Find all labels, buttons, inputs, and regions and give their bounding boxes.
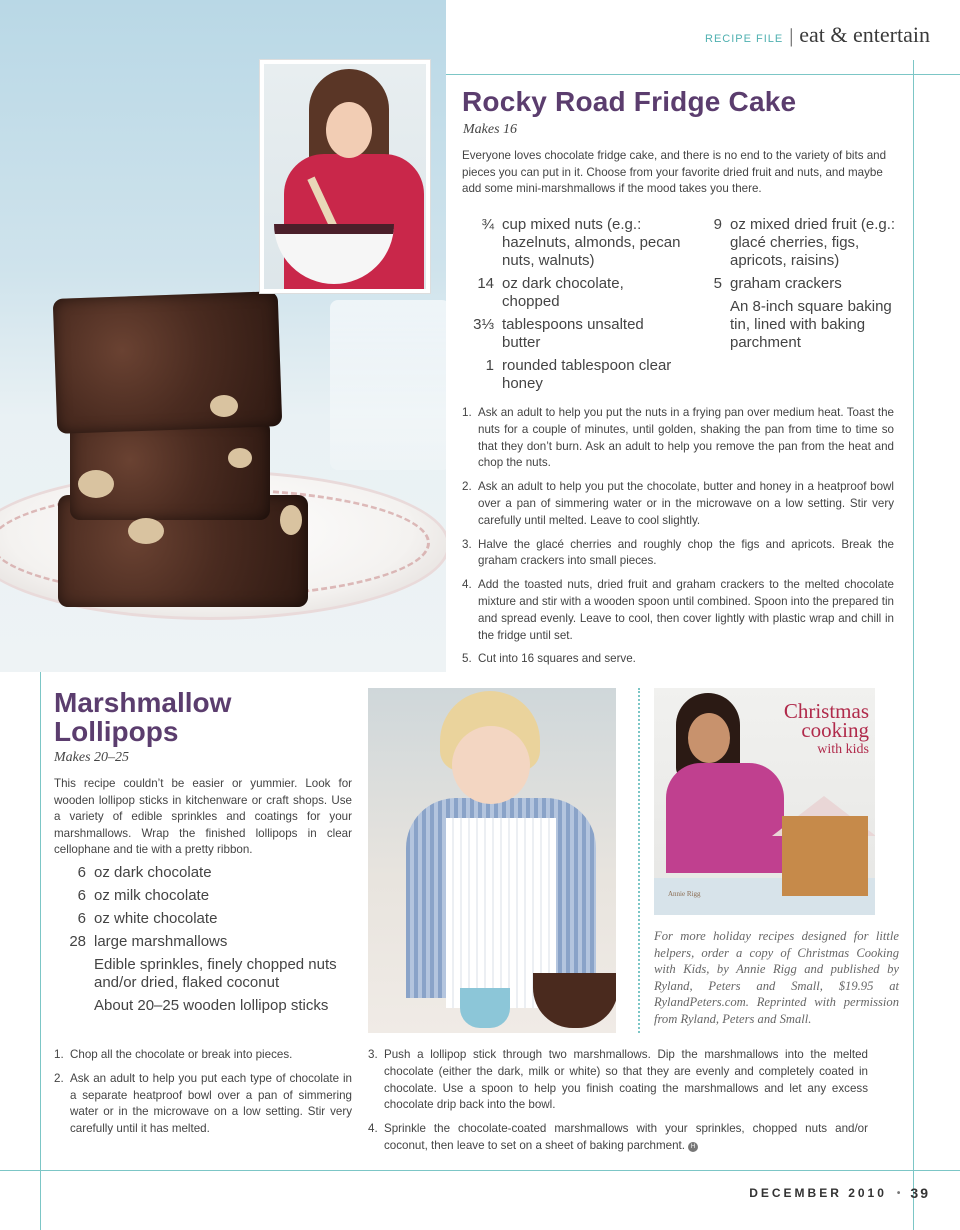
method-step: [54, 1071, 352, 1138]
section-title: eat & entertain: [799, 22, 930, 47]
ingredient-item: [54, 864, 354, 882]
ingredient-item: [462, 275, 682, 311]
book-title-line: with kids: [817, 742, 869, 757]
nut: [228, 448, 252, 468]
ingredient-item: [690, 298, 900, 352]
step-number: 4.: [462, 578, 472, 592]
ingredient-text: An 8-inch square baking tin, lined with baking parchment: [730, 298, 892, 351]
step-text: Ask an adult to help you put each type of chocolate in a separate heatproof bowl over a pan of simmering water or in the microwave on a low setting. Stir very carefully until it has melted.: [70, 1071, 352, 1136]
ingredient-item: [462, 316, 682, 352]
recipe-intro: Everyone loves chocolate fridge cake, and there is no end to the variety of bits and pieces you can put in it. Choose from your favorite dried fruit and nuts, and maybe add some mini-marshmallows if the mood takes you there.: [462, 149, 887, 195]
ingredient-qty: 1: [485, 357, 494, 374]
ingredient-qty: 28: [69, 933, 86, 950]
ingredient-text: tablespoons unsalted butter: [502, 316, 644, 351]
step-number: 3.: [368, 1048, 378, 1061]
ingredient-text: Edible sprinkles, finely chopped nuts and/or dried, flaked coconut: [94, 956, 337, 991]
boy-dipping-photo: [368, 688, 616, 1033]
ingredient-qty: 6: [77, 887, 86, 904]
step-text: Halve the glacé cherries and roughly chop the figs and apricots. Break the graham crackers into small pieces.: [478, 537, 894, 568]
nut: [280, 505, 302, 535]
step-number: 4.: [368, 1122, 378, 1136]
recipe-title: Marshmallow Lollipops: [54, 687, 232, 747]
section-label: RECIPE FILE: [705, 33, 784, 45]
ingredient-text: oz dark chocolate: [94, 864, 212, 881]
face: [688, 713, 730, 763]
nut: [78, 470, 114, 498]
method-step: [368, 1121, 868, 1155]
nut: [210, 395, 238, 417]
dotted-divider: [638, 688, 640, 1033]
step-number: 2.: [462, 480, 472, 494]
header-divider: |: [789, 25, 794, 47]
step-text: Add the toasted nuts, dried fruit and graham crackers to the melted chocolate mixture and stir with a wooden spoon until combined. Spoon into the prepared tin and spread evenly. Leave to cool, then cover lightly with plastic wrap and chill in the fridge until set.: [478, 578, 894, 642]
page-number: 39: [910, 1185, 930, 1201]
step-text: Push a lollipop stick through two marshmallows. Dip the marshmallows into the melted chocolate (either the dark, milk or white) so that they are evenly and completely coated in chocolate. Use a spoon to help you finish coating the marshmallows and let any excess chocolate drip back into the bowl.: [384, 1048, 868, 1112]
step-text: Cut into 16 squares and serve.: [478, 652, 636, 666]
gingerbread-house: [782, 816, 868, 896]
method-step: [462, 651, 894, 668]
recipe-yield: Makes 20–25: [54, 750, 130, 765]
method-steps-right: [368, 1047, 868, 1162]
book-title-line: cooking: [801, 718, 869, 742]
book-title: [739, 699, 869, 759]
face: [452, 726, 530, 804]
ingredients-list-right: [690, 216, 900, 357]
recipe-yield: Makes 16: [463, 122, 518, 137]
step-text: Ask an adult to help you put the chocolate, butter and honey in a heatproof bowl over a pan of simmering water or in the microwave on a low setting. Stir very carefully until melted. Leave to cool slightly.: [478, 480, 894, 527]
ingredient-qty: [54, 956, 94, 992]
right-guide-line: [913, 60, 914, 1230]
step-text: Chop all the chocolate or break into pieces.: [70, 1048, 293, 1061]
ingredient-text: graham crackers: [730, 275, 842, 292]
sweater: [666, 763, 784, 873]
recipe-intro: This recipe couldn’t be easier or yummier. Look for wooden lollipop sticks in kitchenware or craft shops. Use a variety of edible sprinkles and coatings for your marshmallows. Wrap the finished lollipops in clear cellophane and tie with a pretty ribbon.: [54, 777, 352, 856]
step-number: 1.: [462, 406, 472, 419]
step-number: 5.: [462, 652, 472, 666]
ingredient-text: oz white chocolate: [94, 910, 218, 927]
book-cover-image: [654, 688, 875, 915]
ingredient-item: [462, 216, 682, 270]
method-step: [368, 1047, 868, 1114]
chocolate-bowl: [533, 973, 616, 1028]
book-title-line: Christmas: [783, 699, 869, 723]
ingredients-list-left: [462, 216, 682, 398]
page-header: [705, 22, 930, 48]
ingredient-text: large marshmallows: [94, 933, 228, 950]
step-number: 1.: [54, 1048, 64, 1061]
nut: [128, 518, 164, 544]
milk-glass: [330, 300, 446, 470]
step-text: [384, 1121, 868, 1155]
ingredient-text: oz milk chocolate: [94, 887, 210, 904]
ingredient-item: [54, 933, 354, 951]
ingredient-qty: [690, 298, 730, 352]
footer-bullet: •: [896, 1187, 901, 1199]
recipe-title: Rocky Road Fridge Cake: [462, 86, 797, 117]
ingredient-qty: 9: [713, 216, 722, 233]
ingredient-text: cup mixed nuts (e.g.: hazelnuts, almonds, pecan nuts, walnuts): [502, 216, 681, 269]
method-steps-left: [54, 1047, 352, 1145]
ingredient-text: rounded tablespoon clear honey: [502, 357, 672, 392]
method-step: [54, 1047, 352, 1064]
end-mark-icon: H: [688, 1142, 698, 1152]
book-author: Annie Rigg: [668, 890, 701, 898]
method-step: [462, 405, 894, 472]
ingredient-text: oz mixed dried fruit (e.g.: glacé cherries, figs, apricots, raisins): [730, 216, 896, 269]
method-step: [462, 577, 894, 644]
ingredient-item: [54, 956, 354, 992]
ingredient-item: [462, 357, 682, 393]
girl-mixing-photo: [260, 60, 430, 293]
ingredient-qty: 6: [77, 910, 86, 927]
bottom-guide-line: [0, 1170, 960, 1171]
ingredient-qty: 6: [77, 864, 86, 881]
method-step: [462, 479, 894, 529]
step-text: Ask an adult to help you put the nuts in a frying pan over medium heat. Toast the nuts for a couple of minutes, until golden, shaking the pan from time to time so that they don’t burn. Ask an adult to help you remove the pan from the heat and chop the nuts.: [478, 406, 894, 470]
method-steps: [462, 405, 894, 675]
ingredients-list: [54, 864, 354, 1020]
ingredient-text: oz dark chocolate, chopped: [502, 275, 624, 310]
ingredient-item: [690, 275, 900, 293]
face: [326, 102, 372, 158]
ingredient-qty: 5: [713, 275, 722, 292]
ingredient-item: [690, 216, 900, 270]
step-number: 2.: [54, 1071, 64, 1085]
page-footer: [749, 1185, 930, 1201]
ingredient-text: About 20–25 wooden lollipop sticks: [94, 997, 329, 1014]
step-number: 3.: [462, 537, 472, 551]
book-caption: For more holiday recipes designed for little helpers, order a copy of Christmas Cooking with Kids, by Annie Rigg and published by Ryland, Peters and Small, $19.95 at RylandPeters.com. Reprinted with permission from Ryland, Peters and Small.: [654, 929, 899, 1026]
ingredient-item: [54, 910, 354, 928]
step-text-body: Sprinkle the chocolate-coated marshmallows with your sprinkles, chopped nuts and/or coconut, then leave to set on a sheet of baking parchment.: [384, 1122, 868, 1152]
ingredient-qty: 3⅓: [473, 316, 494, 333]
ingredient-qty: ¾: [481, 216, 494, 233]
ingredient-qty: 14: [477, 275, 494, 292]
issue-date: DECEMBER 2010: [749, 1186, 887, 1200]
ingredient-item: [54, 997, 354, 1015]
brownie-piece: [53, 291, 283, 434]
method-step: [462, 537, 894, 571]
sprinkle-cup: [460, 988, 510, 1028]
ingredient-qty: [54, 997, 94, 1015]
ingredient-item: [54, 887, 354, 905]
